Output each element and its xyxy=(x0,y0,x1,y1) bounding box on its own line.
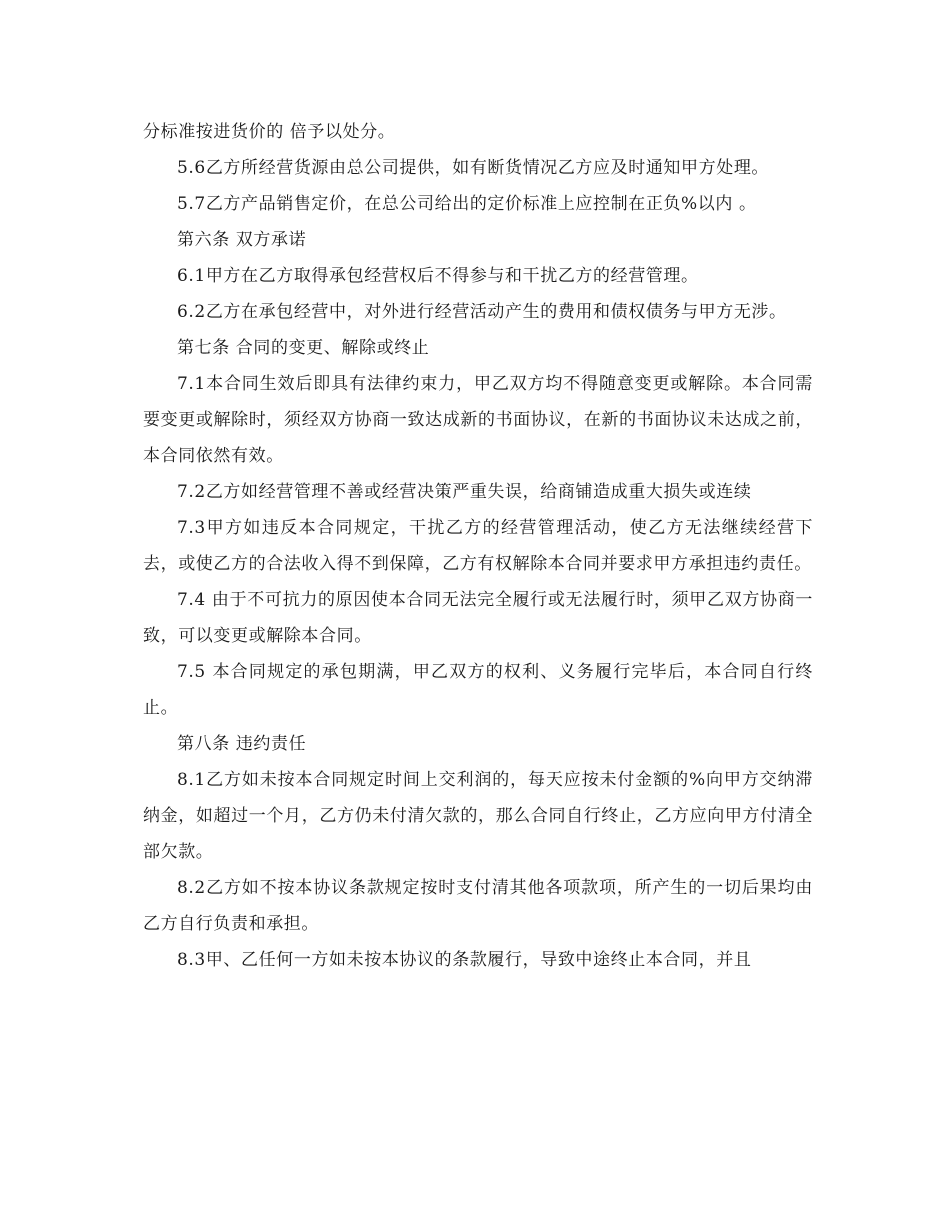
clause-7-1: 7.1本合同生效后即具有法律约束力，甲乙双方均不得随意变更或解除。本合同需要变更或解除时，须经双方协商一致达成新的书面协议，在新的书面协议未达成之前，本合同依然有效。 xyxy=(143,374,813,466)
clause-8-2: 8.2乙方如不按本协议条款规定按时支付清其他各项款项，所产生的一切后果均由乙方自行负责和承担。 xyxy=(143,878,813,934)
clause-7-5: 7.5 本合同规定的承包期满，甲乙双方的权利、义务履行完毕后，本合同自行终止。 xyxy=(143,662,813,718)
clause-8-3: 8.3甲、乙任何一方如未按本协议的条款履行，导致中途终止本合同，并且 xyxy=(177,950,752,970)
clause-6-1: 6.1甲方在乙方取得承包经营权后不得参与和干扰乙方的经营管理。 xyxy=(177,266,699,286)
article-7-heading: 第七条 合同的变更、解除或终止 xyxy=(177,338,430,358)
paragraph-continuation: 分标准按进货价的 倍予以处分。 xyxy=(143,122,396,142)
clause-7-2: 7.2乙方如经营管理不善或经营决策严重失误，给商铺造成重大损失或连续 xyxy=(177,482,752,502)
clause-5-7: 5.7乙方产品销售定价，在总公司给出的定价标准上应控制在正负%以内 。 xyxy=(177,194,757,214)
document-body xyxy=(143,114,813,978)
clause-6-2: 6.2乙方在承包经营中，对外进行经营活动产生的费用和债权债务与甲方无涉。 xyxy=(177,302,787,322)
clause-7-3: 7.3甲方如违反本合同规定，干扰乙方的经营管理活动，使乙方无法继续经营下去，或使乙方的合法收入得不到保障，乙方有权解除本合同并要求甲方承担违约责任。 xyxy=(143,518,813,574)
article-6-heading: 第六条 双方承诺 xyxy=(177,230,307,250)
article-8-heading: 第八条 违约责任 xyxy=(177,734,307,754)
clause-7-4: 7.4 由于不可抗力的原因使本合同无法完全履行或无法履行时，须甲乙双方协商一致，可以变更或解除本合同。 xyxy=(143,590,813,646)
clause-8-1: 8.1乙方如未按本合同规定时间上交利润的，每天应按未付金额的%向甲方交纳滞纳金，如超过一个月，乙方仍未付清欠款的，那么合同自行终止，乙方应向甲方付清全部欠款。 xyxy=(143,770,813,862)
clause-5-6: 5.6乙方所经营货源由总公司提供，如有断货情况乙方应及时通知甲方处理。 xyxy=(177,158,770,178)
